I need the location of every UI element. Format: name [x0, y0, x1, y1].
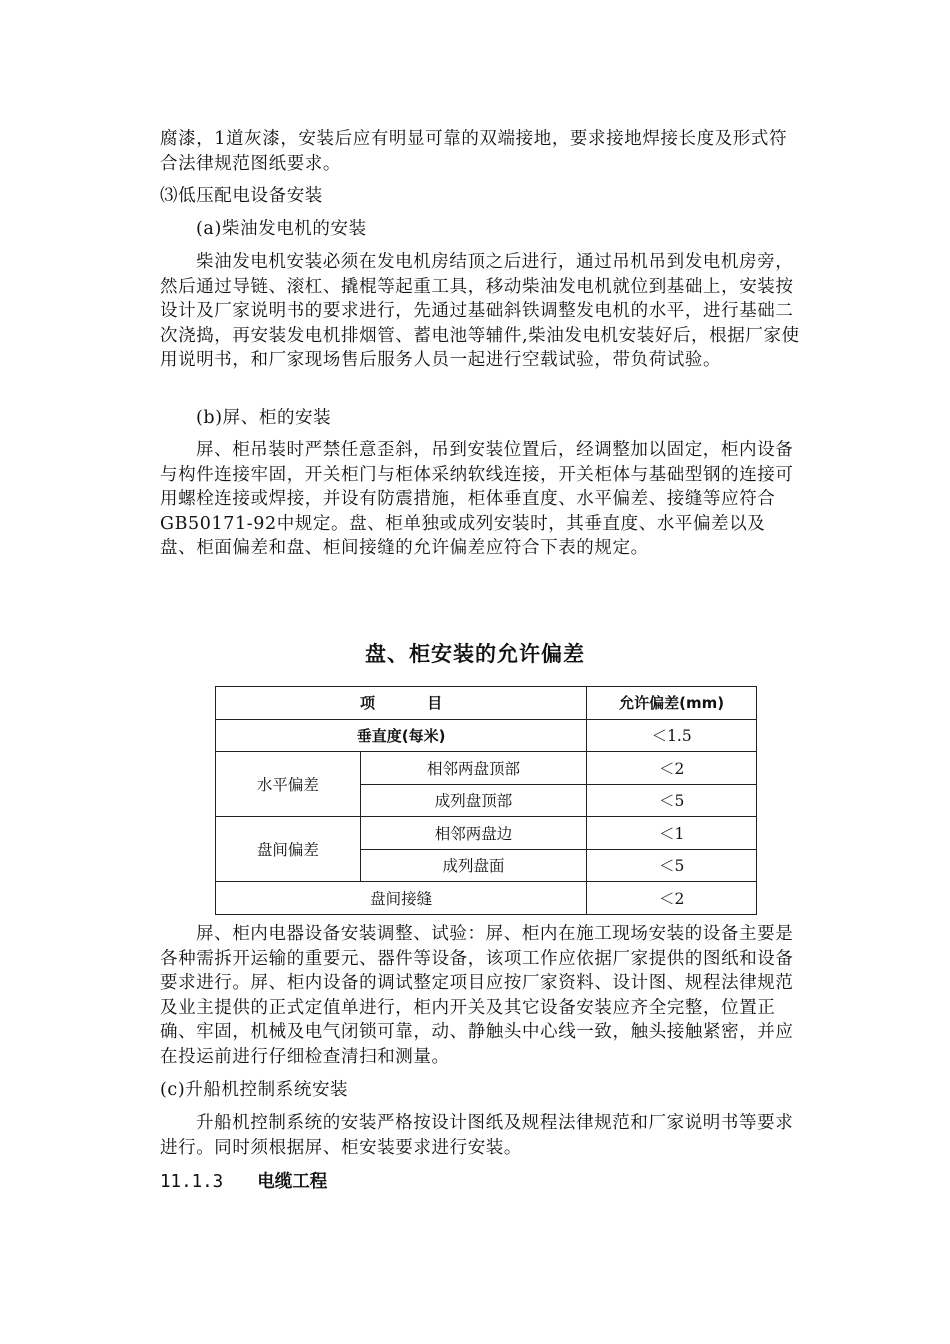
row-vertical-value: ＜1.5	[587, 719, 757, 752]
section-title: 电缆工程	[257, 1172, 328, 1192]
table-row	[216, 719, 757, 752]
deviation-table	[215, 686, 757, 915]
g-sub2: 成列盘面	[360, 849, 587, 882]
row-seam-label: 盘间接缝	[216, 882, 587, 915]
heading-cabinet-install: (b)屏、柜的安装	[196, 408, 332, 428]
h-val2: ＜5	[587, 784, 757, 817]
h-sub1: 相邻两盘顶部	[360, 752, 587, 785]
table-row	[216, 752, 757, 785]
h-sub2: 成列盘顶部	[360, 784, 587, 817]
h-val1: ＜2	[587, 752, 757, 785]
table-row	[216, 882, 757, 915]
table-title: 盘、柜安装的允许偏差	[365, 642, 585, 666]
heading-ship-lift-control: (c)升船机控制系统安装	[160, 1080, 349, 1100]
g-sub1: 相邻两盘边	[360, 817, 587, 850]
paragraph-cabinet-install: 屏、柜吊装时严禁任意歪斜，吊到安装位置后，经调整加以固定，柜内设备与构件连接牢固，开关柜门与柜体采纳软线连接，开关柜体与基础型钢的连接可用螺栓连接或焊接，并设有防震措施，柜体垂直度、水平偏差、接缝等应符合GB50171-92中规定。盘、柜单独或成列安装时，其垂直度、水平偏差以及盘、柜面偏差和盘、柜间接缝的允许偏差应符合下表的规定。	[160, 440, 794, 559]
paragraph-cabinet-testing: 屏、柜内电器设备安装调整、试验：屏、柜内在施工现场安装的设备主要是各种需拆开运输的重要元、器件等设备，该项工作应依据厂家提供的图纸和设备要求进行。屏、柜内设备的调试整定项目应按厂家资料、设计图、规程法律规范及业主提供的正式定值单进行，柜内开关及其它设备安装应齐全完整，位置正确、牢固，机械及电气闭锁可靠，动、静触头中心线一致，触头接触紧密，并应在投运前进行仔细检查清扫和测量。	[160, 924, 794, 1067]
row-seam-value: ＜2	[587, 882, 757, 915]
table-row	[216, 817, 757, 850]
paragraph-diesel-generator: 柴油发电机安装必须在发电机房结顶之后进行，通过吊机吊到发电机房旁，然后通过导链、滚杠、撬棍等起重工具，移动柴油发电机就位到基础上，安装按设计及厂家说明书的要求进行，先通过基础斜铁调整发电机的水平，进行基础二次浇捣，再安装发电机排烟管、蓄电池等辅件,柴油发电机安装好后，根据厂家使用说明书，和厂家现场售后服务人员一起进行空载试验，带负荷试验。	[160, 252, 800, 371]
heading-diesel-generator: (a)柴油发电机的安装	[196, 219, 367, 239]
section-number: 11.1.3	[160, 1172, 224, 1192]
g-val2: ＜5	[587, 849, 757, 882]
g-val1: ＜1	[587, 817, 757, 850]
row-vertical-label: 垂直度(每米)	[216, 719, 587, 752]
section-heading	[160, 1168, 327, 1193]
table-header-row	[216, 687, 757, 720]
group-gap: 盘间偏差	[216, 817, 361, 882]
paragraph-ship-lift-control: 升船机控制系统的安装严格按设计图纸及规程法律规范和厂家说明书等要求进行。同时须根据屏、柜安装要求进行安装。	[160, 1113, 794, 1158]
heading-low-voltage: ⑶低压配电设备安装	[160, 186, 323, 206]
paragraph-grounding: 腐漆，1道灰漆，安装后应有明显可靠的双端接地，要求接地焊接长度及形式符合法律规范图纸要求。	[160, 129, 788, 174]
header-value: 允许偏差(mm)	[587, 687, 757, 720]
header-item: 项 目	[216, 687, 587, 720]
group-horizontal: 水平偏差	[216, 752, 361, 817]
